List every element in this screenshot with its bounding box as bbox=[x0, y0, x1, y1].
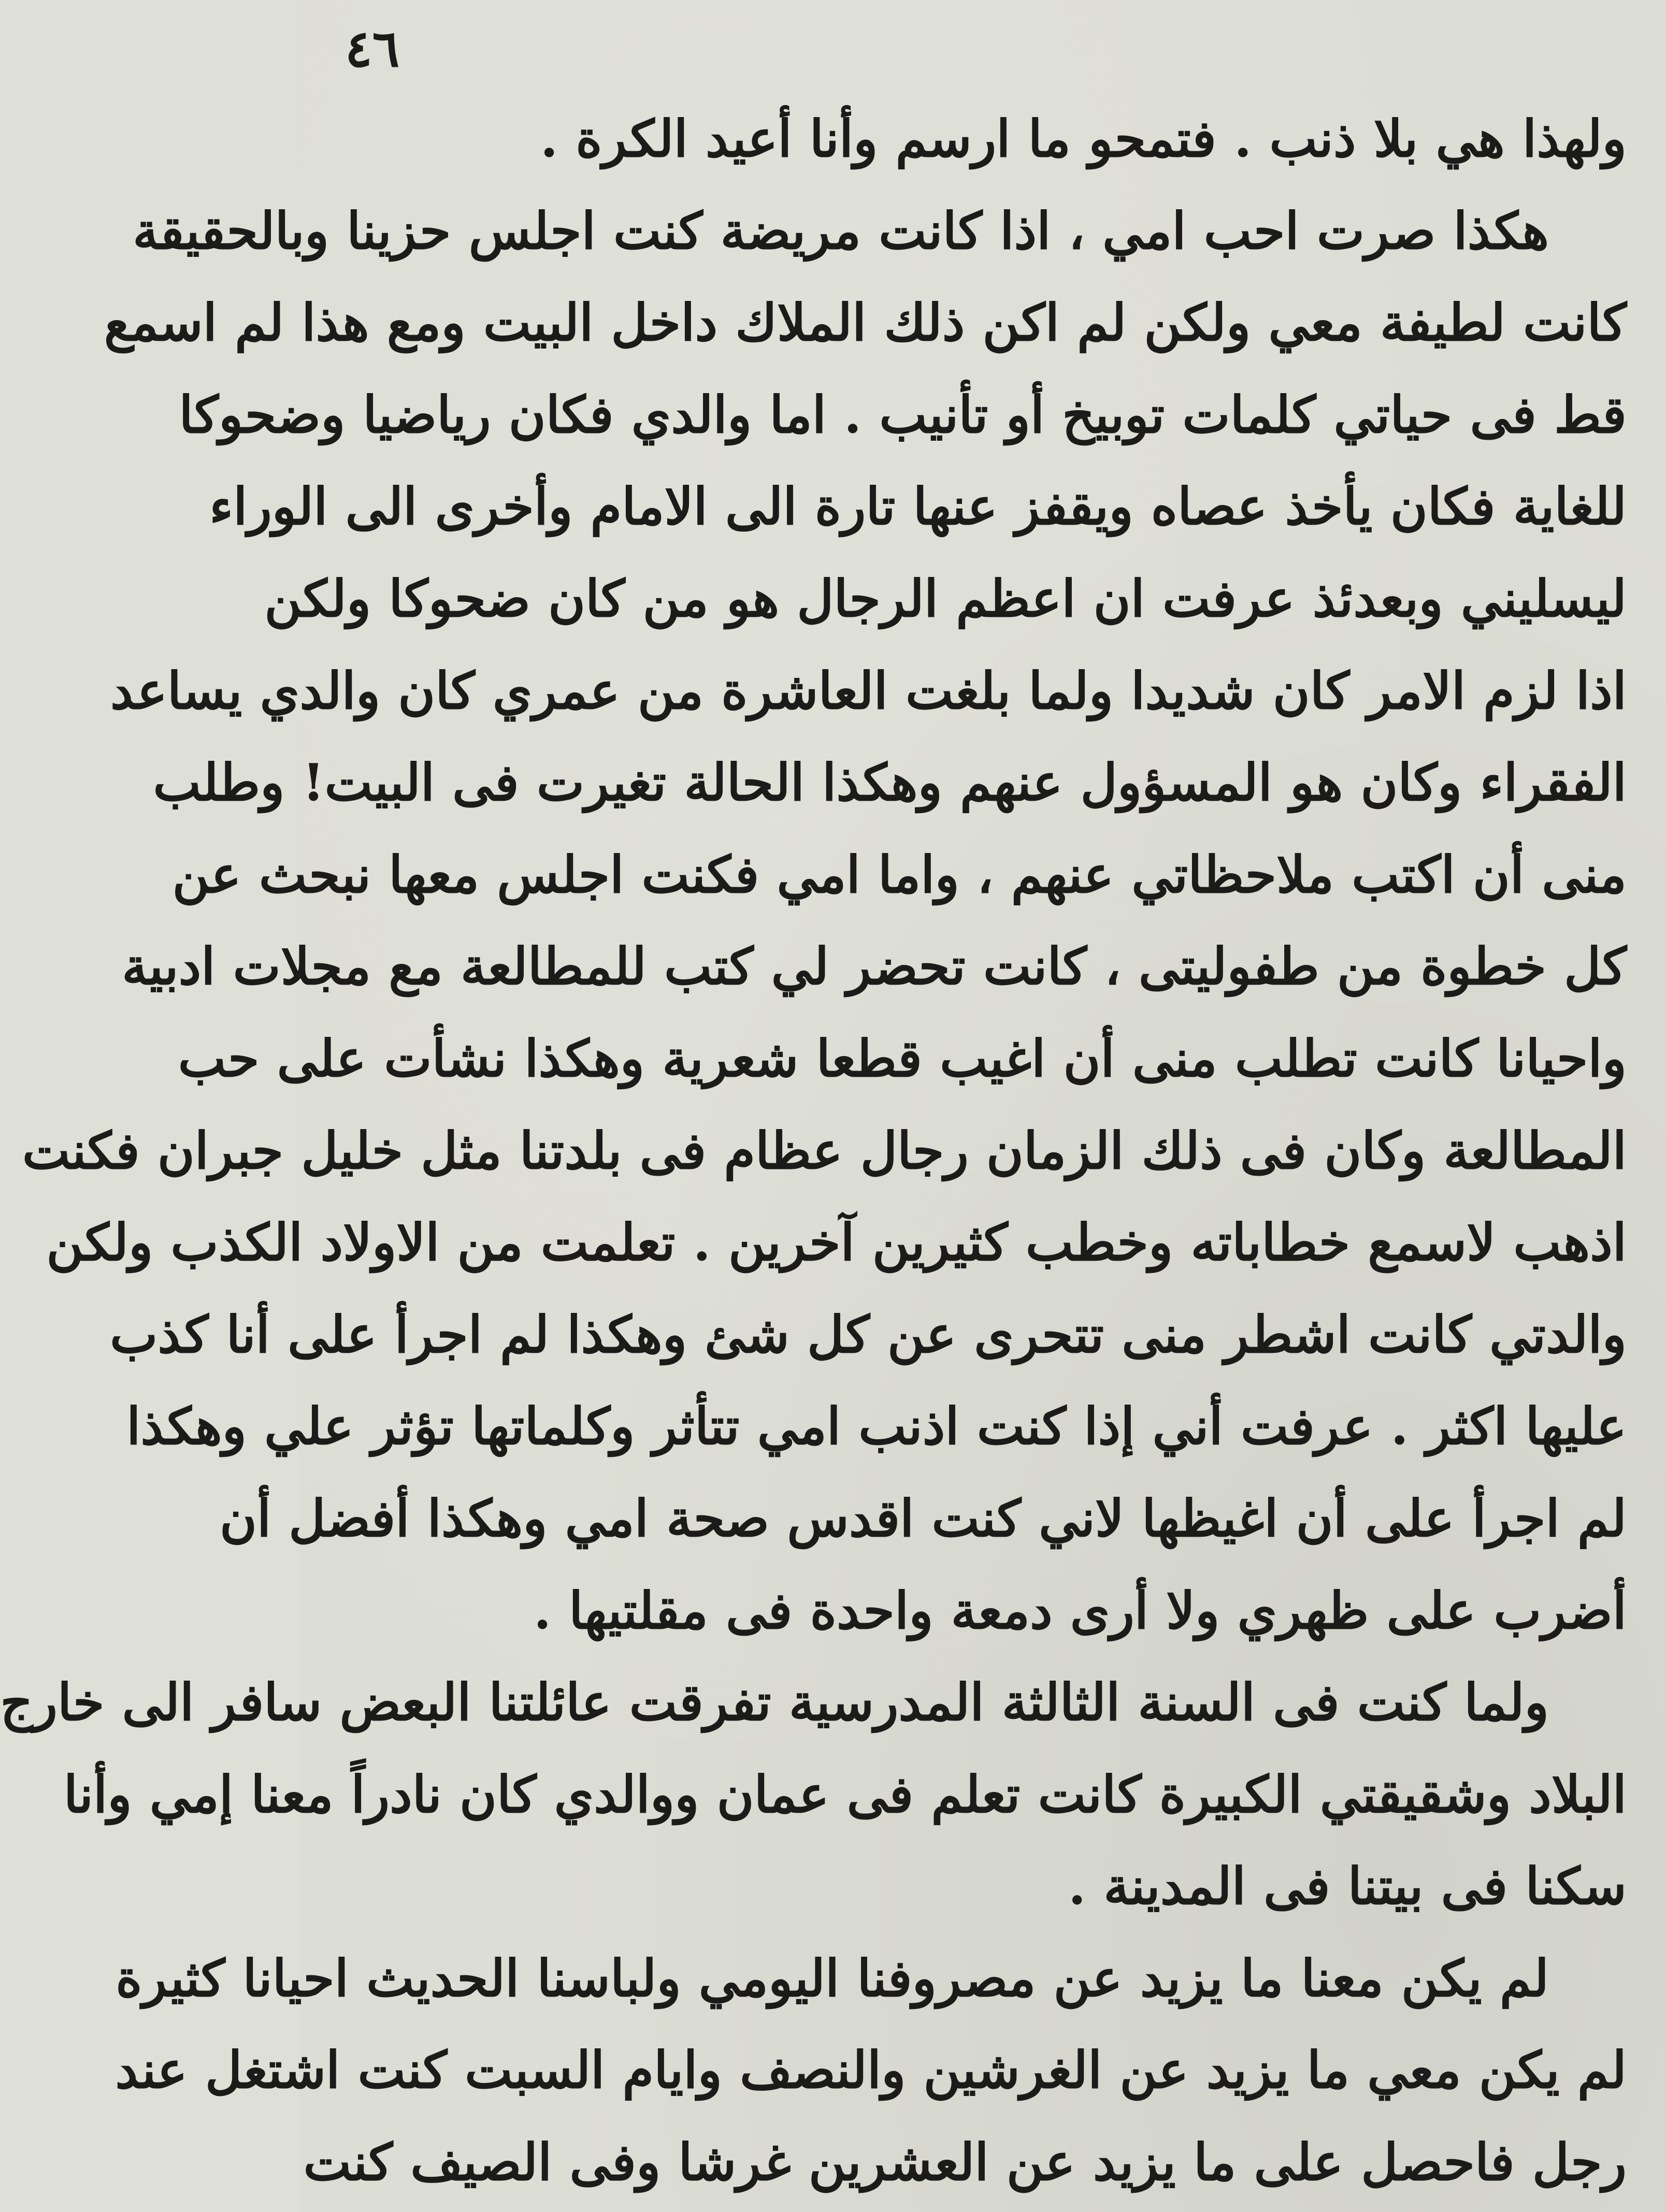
text-line: والدتي كانت اشطر منى تتحرى عن كل شئ وهكذا لم اجرأ على أنا كذب bbox=[110, 1305, 1627, 1365]
text-line: المطالعة وكان فى ذلك الزمان رجال عظام فى بلدتنا مثل خليل جبران فكنت bbox=[22, 1121, 1627, 1181]
text-line: رجل فاحصل على ما يزيد عن العشرين غرشا وفى الصيف كنت bbox=[303, 2133, 1627, 2193]
text-line: للغاية فكان يأخذ عصاه ويقفز عنها تارة الى الامام وأخرى الى الوراء bbox=[209, 477, 1627, 537]
text-line: كانت لطيفة معي ولكن لم اكن ذلك الملاك داخل البيت ومع هذا لم اسمع bbox=[104, 293, 1627, 353]
text-line: واحيانا كانت تطلب منى أن اغيب قطعا شعرية وهكذا نشأت على حب bbox=[178, 1029, 1627, 1089]
text-line: أضرب على ظهري ولا أرى دمعة واحدة فى مقلتيها . bbox=[533, 1581, 1627, 1641]
text-line: ولهذا هي بلا ذنب . فتمحو ما ارسم وأنا أعيد الكرة . bbox=[540, 109, 1627, 169]
text-line: اذهب لاسمع خطاباته وخطب كثيرين آخرين . تعلمت من الاولاد الكذب ولكن bbox=[46, 1213, 1627, 1273]
text-line: كل خطوة من طفوليتى ، كانت تحضر لي كتب للمطالعة مع مجلات ادبية bbox=[122, 937, 1627, 997]
text-line: ولما كنت فى السنة الثالثة المدرسية تفرقت عائلتنا البعض سافر الى خارج bbox=[0, 1673, 1549, 1733]
body-text bbox=[0, 93, 1627, 2209]
text-line: لم اجرأ على أن اغيظها لاني كنت اقدس صحة امي وهكذا أفضل أن bbox=[219, 1488, 1627, 1549]
text-line: ليسليني وبعدئذ عرفت ان اعظم الرجال هو من كان ضحوكا ولكن bbox=[264, 569, 1627, 629]
text-line: منى أن اكتب ملاحظاتي عنهم ، واما امي فكنت اجلس معها نبحث عن bbox=[172, 845, 1627, 905]
text-line: الفقراء وكان هو المسؤول عنهم وهكذا الحالة تغيرت فى البيت! وطلب bbox=[153, 753, 1627, 813]
text-line: عليها اكثر . عرفت أني إذا كنت اذنب امي تتأثر وكلماتها تؤثر علي وهكذا bbox=[126, 1397, 1627, 1457]
text-line: قط فى حياتي كلمات توبيخ أو تأنيب . اما والدي فكان رياضيا وضحوكا bbox=[179, 385, 1627, 445]
page-number: ٤٦ bbox=[345, 19, 400, 79]
text-line: لم يكن معي ما يزيد عن الغرشين والنصف وايام السبت كنت اشتغل عند bbox=[115, 2041, 1627, 2101]
text-line: هكذا صرت احب امي ، اذا كانت مريضة كنت اجلس حزينا وبالحقيقة bbox=[133, 201, 1549, 261]
text-line: لم يكن معنا ما يزيد عن مصروفنا اليومي ولباسنا الحديث احيانا كثيرة bbox=[116, 1948, 1549, 2008]
text-line: البلاد وشقيقتي الكبيرة كانت تعلم فى عمان ووالدي كان نادراً معنا إمي وأنا bbox=[63, 1765, 1627, 1825]
text-line: اذا لزم الامر كان شديدا ولما بلغت العاشرة من عمري كان والدي يساعد bbox=[110, 661, 1627, 721]
text-line: سكنا فى بيتنا فى المدينة . bbox=[1068, 1857, 1627, 1917]
